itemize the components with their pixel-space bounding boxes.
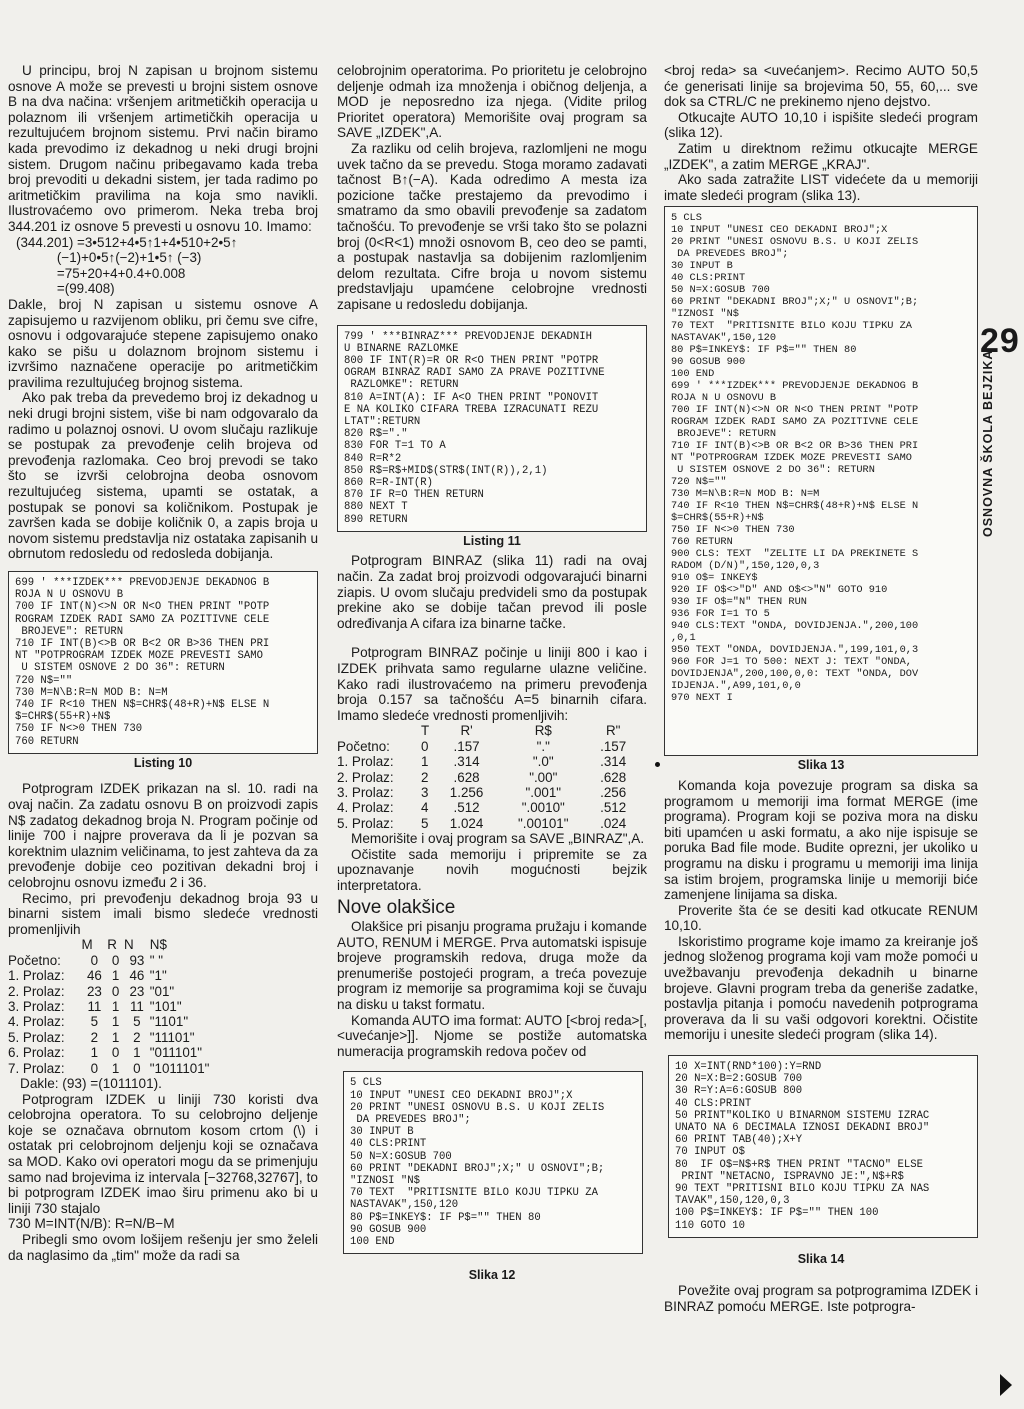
table-cell: .024 (600, 815, 627, 831)
bullet-dot (655, 762, 660, 767)
section-label-vertical: OSNOVNA ŠKOLA BEJZIKA (981, 349, 995, 537)
table-cell: 0 (421, 738, 429, 754)
table-row (8, 1045, 253, 1060)
math-line: =75+20+4+0.4+0.008 (16, 265, 186, 281)
listing-12-caption: Slika 12 (468, 1268, 516, 1283)
table-cell: 1 (111, 999, 120, 1014)
table-cell: .314 (600, 754, 627, 770)
table-row (337, 785, 637, 800)
paragraph: Recimo, pri prevođenju dekadnog broja 93 u binarni sistem imali bismo sledeće vrednosti promenljivih (8, 890, 318, 937)
paragraph: U principu, broj N zapisan u brojnom sistemu osnove A može se prevesti u brojni sistem osnove B na dva načina: vršenjem aritmetičkih operacija u polaznom ili vršenjem artimetičkih operacija u rezultujućem brojnom sistemu. Prvi način biramo kada prevodimo iz dekadnog u neki drugi brojni sistem. Drugom načinu pribegavamo kada treba broj prevoditi u dekadni sistem, jer tada radimo po aritmetičkim pravilima na koja smo navikli. Ilustrovaćemo ovo primerom. Neka treba broj 344.201 iz osnove 5 prevesti u osnovu 10. Imamo: (8, 63, 318, 234)
table-cell: .628 (453, 769, 480, 785)
listing-13-caption: Slika 13 (797, 758, 845, 773)
paragraph: Dakle, broj N zapisan u sistemu osnove A zapisujemo u razvijenom obliku, pri čemu sve cifre, osnovu i odgovarajuće stepene zapisujemo onako kako se pišu u dolaznom brojnom sistemu i izvršimo naznačene operacije po aritmetičkim pravilima rezultujućeg brojnog sistema. (8, 296, 318, 390)
table-cell: .512 (600, 800, 627, 816)
table-cell: "011101" (149, 1045, 202, 1061)
table-row (8, 1061, 253, 1076)
paragraph: celobrojnim operatorima. Po prioritetu je celobrojno deljenje odmah iza množenja i običnog deljenja, a MOD je neposredno iza njega. (Vidite prilog Prioritet operatora) Memorišite ovaj program sa SAVE „IZDEK",A. (337, 63, 647, 141)
listing-10: 699 ' ***IZDEK*** PREVODJENJE DEKADNOG B ROJA N U OSNOVU B 700 IF INT(N)<>N OR N<O THEN PRINT "POTP ROGRAM IZDEK RADI SAMO ZA POZITIVNE CELE BROJEVE": RETURN 710 IF INT(B)<>B OR B<2 OR B>36 THEN PRI NT "POTPROGRAM IZDEK MOZE PREVESTI SAMO U SISTEM OSNOVE 2 DO 36": RETURN 720 N$="" 730 M=N\B:R=N MOD B: N=M 740 IF R<10 THEN N$=CHR$(48+R)+N$ ELSE N $=CHR$(55+R)+N$ 750 IF N<>0 THEN 730 760 RETURN (8, 571, 318, 754)
table-cell: 0 (90, 952, 99, 968)
table-header (8, 937, 82, 952)
table-row (8, 953, 253, 968)
paragraph: Olakšice pri pisanju programa pružaju i komande AUTO, RENUM i MERGE. Prva automatski ispisuje brojeve programskih redova, druga može da prenumeriše postojeći program, a treća povezuje program iz memorije sa programima koji se čuvaju na disku u takst formatu. (337, 919, 647, 1013)
table-cell: 4 (421, 800, 429, 816)
paragraph: Potprogram BINRAZ počinje u liniji 800 i kao i IZDEK prihvata samo regularne ulazne veličine. Kako radi ilustrovaćemo na primeru prevođenja broja 0.157 sa tačnošću A=5 binarnih cifara. Imamo sledeće vrednosti promenljivih: (337, 645, 647, 723)
table-cell: .256 (600, 784, 627, 800)
table-row (8, 968, 253, 983)
table-cell: 0 (111, 952, 120, 968)
math-line: (344.201) =3•512+4•5↑1+4•510+2•5↑ (16, 234, 238, 250)
table-cell: 5 (90, 1014, 99, 1030)
table-header: T (421, 723, 430, 739)
table-cell: 2. Prolaz: (8, 983, 65, 999)
table-cell: 1 (111, 1014, 120, 1030)
table-cell: 5. Prolaz: (337, 815, 394, 831)
continue-arrow-icon (1000, 1374, 1012, 1396)
paragraph: Proverite šta će se desiti kad otkucate RENUM 10,10. (664, 902, 978, 934)
table-cell: 1.256 (449, 784, 484, 800)
table-cell: .314 (453, 754, 480, 770)
table-cell: 46 (86, 968, 102, 984)
table-cell: 4. Prolaz: (8, 1014, 65, 1030)
table-cell: 46 (129, 968, 145, 984)
table-cell: .628 (600, 769, 627, 785)
table-header: N$ (149, 937, 167, 953)
table-cell: "1101" (149, 1014, 189, 1030)
table-cell: Početno: (8, 952, 61, 968)
table-cell: ".00101" (518, 815, 569, 831)
table-header: R' (460, 723, 473, 739)
table-row (337, 800, 637, 815)
paragraph: Pribegli smo ovom lošijem rešenju jer smo želeli da naglasimo da „tim" može da radi sa (8, 1231, 318, 1263)
table-cell: 1. Prolaz: (8, 968, 65, 984)
table-cell: 1 (111, 1060, 120, 1076)
table-cell: 1. Prolaz: (337, 754, 394, 770)
table-row (337, 816, 637, 831)
table-cell: 1 (133, 1045, 141, 1061)
table-cell: 2 (421, 769, 429, 785)
paragraph: Komanda koja povezuje program sa diska sa programom u memoriji ima format MERGE (ime programa). Program koji se poziva mora na disku biti upamćen u aski formatu, a ako nije ispisuje se poruka Bad file mode. Budite oprezni, jer ukoliko u programu na disku i programu u memoriji ima linija sa istim brojem, programska linije u memoriji biće zamenjene linijama sa diska. (664, 777, 978, 903)
table-cell: 1 (111, 1029, 120, 1045)
table-row (8, 999, 253, 1014)
table-header: M (81, 937, 93, 953)
paragraph: Zatim u direktnom režimu otkucajte MERGE „IZDEK", a zatim MERGE „KRAJ". (664, 140, 978, 172)
column-1 (8, 63, 318, 1263)
values-table-izdek (8, 937, 253, 1076)
table-cell: 5 (421, 815, 429, 831)
paragraph: Za razliku od celih brojeva, razlomljeni ne mogu uvek tačno da se prevedu. Stoga moramo zadavati tačnost B↑(−A). Kada odredimo A mesta iza pozicione tačke prestajemo da prevodimo i smatramo da smo obavili prevođenje sa zadatom tačnošću. To prevođenje se vrši tako što se polazni broj (0<R<1) množi osnovom B, ceo deo se pamti, a postupak nastavlja sa dobijenim razlomljenim delom rezultata. Cifre broja u novom sistemu predstavljaju upamćene celobrojne vrednosti zapisane u redosledu dobijanja. (337, 140, 647, 312)
table-cell: "." (536, 738, 550, 754)
paragraph: Komanda AUTO ima format: AUTO [<broj reda>[,<uvećanje>]]. Njome se postiže automatska numeracija programskih redova počev od (337, 1012, 647, 1059)
table-cell: ".0010" (521, 800, 565, 816)
listing-11: 799 ' ***BINRAZ*** PREVODJENJE DEKADNIH U BINARNE RAZLOMKE 800 IF INT(R)=R OR R<O THEN PRINT "POTPR OGRAM BINRAZ RADI SAMO ZA PRAVE POZITIVNE RAZLOMKE": RETURN 810 A=INT(A): IF A<O THEN PRINT "PONOVIT E NA KOLIKO CIFARA TREBA IZRACUNATI REZU LTAT":RETURN 820 R$="." 830 FOR T=1 TO A 840 R=R*2 850 R$=R$+MID$(STR$(INT(R)),2,1) 860 R=R-INT(R) 870 IF R=O THEN RETURN 880 NEXT T 890 RETURN (337, 325, 647, 532)
formula: 730 M=INT(N/B): R=N/B−M (8, 1216, 175, 1232)
listing-12: 5 CLS 10 INPUT "UNESI CEO DEKADNI BROJ";X 20 PRINT "UNESI OSNOVU B.S. U KOJI ZELIS DA PREVEDES BROJ"; 30 INPUT B 40 CLS:PRINT 50 N=X:GOSUB 700 60 PRINT "DEKADNI BROJ";X;" U OSNOVI";B; "IZNOSI "N$ 70 TEXT "PRITISNITE BILO KOJU TIPKU ZA NASTAVAK",150,120 80 P$=INKEY$: IF P$="" THEN 80 90 GOSUB 900 100 END (343, 1071, 643, 1254)
listing-10-caption: Listing 10 (133, 755, 193, 770)
table-cell: 3 (421, 784, 429, 800)
table-cell: 11 (129, 999, 144, 1014)
paragraph: Ako pak treba da prevedemo broj iz dekadnog u neki drugi brojni sistem, više bi nam odgovaralo da radimo u polaznoj osnovi. U ovom slučaju razlikuje se postupak za prevođenje celih brojeva od prevođenja razlomaka. Ceo broj prevodi se tako što se izvrši celobrojna deoba osnovom rezultujućeg sistema, upamti se ostatak, a postupak se ponovi sa količnikom. Postupak je završen kada se dobije količnik 0, a zapis broja u novom sistemu predstavlja niz ostataka zapisanih u obrnutom redosledu od redosleda dobijanja. (8, 390, 318, 562)
table-cell: 1 (111, 968, 120, 984)
table-cell: .512 (453, 800, 480, 816)
table-row (337, 754, 637, 769)
table-cell: Početno: (337, 738, 390, 754)
listing-13: 5 CLS 10 INPUT "UNESI CEO DEKADNI BROJ";X 20 PRINT "UNESI OSNOVU B.S. U KOJI ZELIS DA PREVEDES BROJ"; 30 INPUT B 40 CLS:PRINT 50 N=X:GOSUB 700 60 PRINT "DEKADNI BROJ";X;" U OSNOVI";B; "IZNOSI "N$ 70 TEXT "PRITISNITE BILO KOJU TIPKU ZA NASTAVAK",150,120 80 P$=INKEY$: IF P$="" THEN 80 90 GOSUB 900 100 END 699 ' ***IZDEK*** PREVODJENJE DEKADNOG B ROJA N U OSNOVU B 700 IF INT(N)<>N OR N<O THEN PRINT "POTP ROGRAM IZDEK RADI SAMO ZA POZITIVNE CELE BROJEVE": RETURN 710 IF INT(B)<>B OR B<2 OR B>36 THEN PRI NT "POTPROGRAM IZDEK MOZE PREVESTI SAMO U SISTEM OSNOVE 2 DO 36": RETURN 720 N$="" 730 M=N\B:R=N MOD B: N=M 740 IF R<10 THEN N$=CHR$(48+R)+N$ ELSE N $=CHR$(55+R)+N$ 750 IF N<>0 THEN 730 760 RETURN 900 CLS: TEXT "ZELITE LI DA PREKINETE S RADOM (D/N)",150,120,0,3 910 O$= INKEY$ 920 IF O$<>"D" AND O$<>"N" GOTO 910 930 IF O$="N" THEN RUN 936 FOR I=1 TO 5 940 CLS:TEXT "ONDA, DOVIDJENJA.",200,100 ,0,1 950 TEXT "ONDA, DOVIDJENJA.",199,101,0,3 960 FOR J=1 TO 500: NEXT J: TEXT "ONDA, DOVIDJENJA",200,100,0,0: TEXT "ONDA, DOV IDJENJA.",A99,101,0,0 970 NEXT I (664, 206, 978, 756)
math-line: (−1)+0•5↑(−2)+1•5↑ (−3) (16, 250, 202, 266)
listing-14-caption: Slika 14 (797, 1251, 845, 1266)
paragraph: Potprogram IZDEK u liniji 730 koristi dva celobrojna operatora. To su celobrojno deljenje koje se označava obrnutom kosom crtom (\) i ostatak pri celobrojnom deljenju koji se označava sa MOD. Kako ovi operatori mogu da se primenjuju samo nad brojevima iz intervala [−32768,32767], to bi potprogram IZDEK imao širu primenu ako bi u liniji 730 stajalo (8, 1091, 318, 1216)
table-cell: 1.024 (449, 815, 484, 831)
table-header: R (107, 937, 117, 953)
table-cell: .157 (453, 738, 480, 754)
section-heading: Nove olakšice (337, 896, 456, 918)
listing-14: 10 X=INT(RND*100):Y=RND 20 N=X:B=2:GOSUB 700 30 R=Y:A=6:GOSUB 800 40 CLS:PRINT 50 PRINT"KOLIKO U BINARNOM SISTEMU IZRAC UNATO NA 6 DECIMALA IZNOSI DEKADNI BROJ" 60 PRINT TAB(40);X+Y 70 INPUT O$ 80 IF O$=N$+R$ THEN PRINT "TACNO" ELSE PRINT "NETACNO, ISPRAVNO JE:",N$+R$ 90 TEXT "PRITISNI BILO KOJU TIPKU ZA NAS TAVAK",150,120,0,3 100 P$=INKEY$: IF P$="" THEN 100 110 GOTO 10 (668, 1055, 978, 1238)
table-row (8, 1014, 253, 1029)
table-cell: 1 (90, 1045, 99, 1061)
table-result: Dakle: (93) =(1011101). (20, 1076, 162, 1092)
table-cell: ".001" (525, 784, 562, 800)
table-cell: 2 (133, 1029, 141, 1045)
table-row (337, 739, 637, 754)
table-cell: 0 (111, 1045, 120, 1061)
table-cell: 5 (133, 1014, 141, 1030)
table-header: N (124, 937, 134, 953)
table-cell: 0 (90, 1060, 99, 1076)
paragraph: Ako sada zatražite LIST videćete da u memoriji imate sledeći program (slika 13). (664, 172, 978, 203)
table-cell: "1" (149, 968, 167, 984)
table-cell: 6. Prolaz: (8, 1045, 65, 1061)
paragraph: Otkucajte AUTO 10,10 i ispišite sledeći program (slika 12). (664, 109, 978, 141)
table-header: R" (605, 723, 621, 739)
table-cell: 1 (421, 754, 429, 770)
table-cell: "11101" (149, 1029, 195, 1045)
paragraph: Očistite sada memoriju i pripremite se za upoznavanje novih mogućnosti bejzik interpretatora. (337, 846, 647, 893)
paragraph: Potprogram IZDEK prikazan na sl. 10. radi na ovaj način. Za zadatu osnovu B on proizvodi zapis N$ zadatog dekadnog broja N. Program počinje od linije 700 i najpre proverava da li je pozvan sa korektnim ulaznim veličinama, to jest zahteva da za prevođenje dobije ceo pozitivan dekadni broj i celobrojnu osnovu između 2 i 36. (8, 781, 318, 890)
table-cell: 3. Prolaz: (8, 999, 65, 1014)
table-cell: 2. Prolaz: (337, 769, 394, 785)
table-cell: "101" (149, 999, 182, 1014)
table-cell: "01" (149, 983, 175, 999)
table-header: R$ (534, 723, 552, 739)
table-cell: 4. Prolaz: (337, 800, 394, 816)
table-cell: "1011101" (149, 1060, 210, 1076)
paragraph: Iskoristimo programe koje imamo za kreiranje još jednog složenog programa koji vam može pomoći u uvežbavanju prevođenja dekadnih u binarne brojeve. Glavni program treba da generiše zadatke, postavlja pitanja i pomoću navedenih potprograma proverava da li su vaši odgovori korektni. Očistite memoriju i unesite sledeći program (slika 14). (664, 933, 978, 1043)
table-cell: ".00" (529, 769, 558, 785)
table-row (8, 984, 253, 999)
table-cell: .157 (600, 738, 627, 754)
table-cell: 23 (86, 983, 102, 999)
page-number: 29 (980, 322, 1020, 360)
table-cell: 0 (111, 983, 120, 999)
table-cell: 2 (90, 1029, 99, 1045)
table-cell: 7. Prolaz: (8, 1060, 65, 1076)
table-cell: 93 (129, 952, 145, 968)
table-cell: 3. Prolaz: (337, 784, 394, 800)
paragraph: Potprogram BINRAZ (slika 11) radi na ovaj način. Za zadat broj proizvodi odgovarajući binarni ziapis. U ovom slučaju predvideli smo da postupak prekine ako se dobije tačan prevod ili posle određivanja A cifara iza binarne tačke. (337, 553, 647, 631)
math-line: =(99.408) (16, 281, 115, 297)
table-cell: 11 (87, 999, 102, 1014)
table-cell: 0 (133, 1060, 141, 1076)
table-header (337, 723, 421, 738)
column-2 (337, 63, 647, 1288)
table-cell: 5. Prolaz: (8, 1029, 65, 1045)
values-table-binraz (337, 723, 637, 831)
table-row (8, 1030, 253, 1045)
paragraph: Memorišite i ovaj program sa SAVE „BINRAZ",A. (351, 831, 645, 847)
column-3 (664, 63, 978, 1315)
table-cell: " " (149, 952, 164, 968)
paragraph: Povežite ovaj program sa potprogramima IZDEK i BINRAZ pomoću MERGE. Iste potprogra- (664, 1283, 978, 1315)
table-cell: ".0" (532, 754, 554, 770)
paragraph: <broj reda> sa <uvećanjem>. Recimo AUTO 50,5 će generisati linije sa brojevima 50, 55, 60,... sve dok sa CTRL/C ne prekinemo njeno dejstvo. (664, 63, 978, 110)
table-row (337, 770, 637, 785)
listing-11-caption: Listing 11 (463, 533, 521, 548)
table-cell: 23 (129, 983, 145, 999)
